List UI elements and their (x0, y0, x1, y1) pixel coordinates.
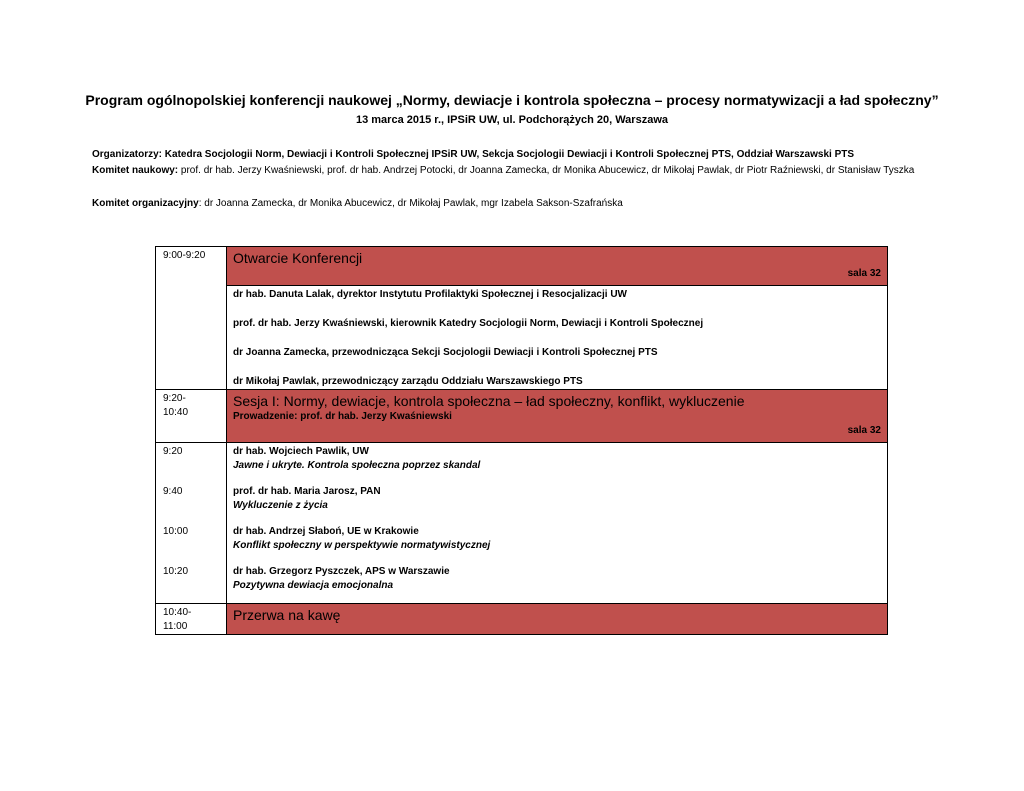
talk-time: 10:00 (163, 526, 189, 537)
session1-talks-row (156, 443, 888, 604)
session1-talk-times (156, 443, 227, 604)
opening-header-row (156, 247, 888, 286)
organizers-text: Katedra Socjologii Norm, Dewiacji i Kontroli Społecznej IPSiR UW, Sekcja Socjologii Dewiacji i Kontroli Społecznej PTS, Oddział Warszawski PTS (164, 149, 855, 160)
organizing-committee-line (92, 196, 932, 212)
talk-time: 9:40 (163, 486, 183, 497)
session1-room: sala 32 (847, 425, 881, 436)
session1-time-start: 9:20- (163, 393, 186, 404)
page-subtitle: 13 marca 2015 r., IPSiR UW, ul. Podchorążych 20, Warszawa (355, 114, 668, 126)
session1-header-row (156, 390, 888, 443)
break-time-end: 11:00 (163, 621, 188, 632)
break-row (156, 604, 888, 635)
session1-header (227, 390, 888, 443)
opening-speakers-row (156, 286, 888, 390)
talk-time: 9:20 (163, 446, 183, 457)
talk-speaker: dr hab. Grzegorz Pyszczek, APS w Warszawie (233, 566, 450, 577)
organizers-line (92, 147, 932, 163)
organizing-label: Komitet organizacyjny (92, 198, 199, 209)
talk-title: Pozytywna dewiacja emocjonalna (233, 580, 394, 591)
opening-title: Otwarcie Konferencji (233, 250, 363, 266)
break-time (156, 604, 227, 635)
organizers-label: Organizatorzy: (92, 149, 163, 160)
opening-speakers (227, 286, 888, 390)
talk-title: Jawne i ukryte. Kontrola społeczna poprzez skandal (233, 460, 481, 471)
break-time-start: 10:40- (163, 607, 192, 618)
session1-time-end: 10:40 (163, 407, 189, 418)
opening-room: sala 32 (847, 268, 881, 279)
talk-speaker: prof. dr hab. Maria Jarosz, PAN (233, 486, 381, 497)
session1-chair: Prowadzenie: prof. dr hab. Jerzy Kwaśniewski (233, 411, 452, 422)
opening-header (227, 247, 888, 286)
session1-title: Sesja I: Normy, dewiacje, kontrola społeczna – ład społeczny, konflikt, wykluczenie (233, 393, 745, 409)
break-title: Przerwa na kawę (233, 607, 341, 623)
break-header (227, 604, 888, 635)
scientific-text: prof. dr hab. Jerzy Kwaśniewski, prof. dr hab. Andrzej Potocki, dr Joanna Zamecka, dr Monika Abucewicz, dr Mikołaj Pawlak, dr Piotr Raźniewski, dr Stanisław Tyszka (180, 165, 915, 176)
session1-time (156, 390, 227, 443)
scientific-committee-line (92, 163, 932, 179)
organizing-text: : dr Joanna Zamecka, dr Monika Abucewicz, dr Mikołaj Pawlak, mgr Izabela Sakson-Szafrańska (198, 198, 623, 209)
scientific-label: Komitet naukowy: (92, 165, 179, 176)
opening-speaker: dr hab. Danuta Lalak, dyrektor Instytutu Profilaktyki Społecznej i Resocjalizacji UW (233, 289, 627, 300)
opening-time: 9:00-9:20 (156, 247, 227, 390)
session1-talks (227, 443, 888, 604)
opening-speaker: prof. dr hab. Jerzy Kwaśniewski, kierownik Katedry Socjologii Norm, Dewiacji i Kontroli Społecznej (233, 318, 704, 329)
talk-speaker: dr hab. Andrzej Słaboń, UE w Krakowie (233, 526, 419, 537)
talk-title: Wykluczenie z życia (233, 500, 328, 511)
talk-speaker: dr hab. Wojciech Pawlik, UW (233, 446, 369, 457)
schedule-table (155, 246, 888, 635)
talk-time: 10:20 (163, 566, 189, 577)
opening-speaker: dr Mikołaj Pawlak, przewodniczący zarządu Oddziału Warszawskiego PTS (233, 376, 583, 387)
opening-speaker: dr Joanna Zamecka, przewodnicząca Sekcji Socjologii Dewiacji i Kontroli Społecznej PTS (233, 347, 658, 358)
talk-title: Konflikt społeczny w perspektywie normatywistycznej (233, 540, 491, 551)
page-title: Program ogólnopolskiej konferencji naukowej „Normy, dewiacje i kontrola społeczna – procesy normatywizacji a ład społeczny” (85, 92, 939, 108)
